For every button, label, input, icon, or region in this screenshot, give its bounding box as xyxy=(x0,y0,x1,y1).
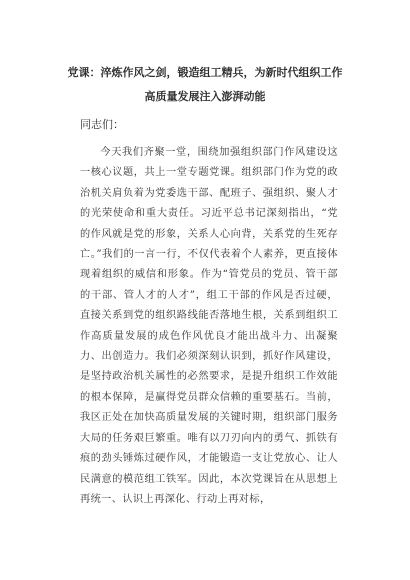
body-paragraph: 今天我们齐聚一堂，围绕加强组织部门作风建设这一核心议题，共上一堂专题党课。组织部门作为党的政治机关肩负着为党委选干部、配班子、强组织、聚人才的光荣使命和重大责任。习近平总书记深刻指出，“党的作风就是党的形象，关系人心向背，关系党的生死存亡。”我们的一言一行，不仅代表着个人素养，更直接体现着组织的威信和形象。作为“管党员的党员、管干部的干部、管人才的人才”，组工干部的作风是否过硬，直接关系到党的组织路线能否落地生根，关系到组织工作高质量发展的成色作风优良才能出战斗力、出凝聚力、出创造力。我们必须深刻认识到，抓好作风建设，是坚持政治机关属性的必然要求，是提升组织工作效能的根本保障，是赢得党员群众信赖的重要基石。当前，我区正处在加快高质量发展的关键时期，组织部门服务大局的任务艰巨繁重。唯有以刀刃向内的勇气、抓铁有痕的劲头锤炼过硬作风，才能锻造一支让党放心、让人民满意的模范组工铁军。因此，本次党课旨在从思想上再统一、认识上再深化、行动上再对标， xyxy=(80,147,338,505)
document-title-line-2: 高质量发展注入澎湃动能 xyxy=(144,90,266,103)
document-title-line-1: 党课：淬炼作风之剑，锻造组工精兵，为新时代组织工作 xyxy=(67,66,343,79)
salutation: 同志们： xyxy=(80,118,124,131)
